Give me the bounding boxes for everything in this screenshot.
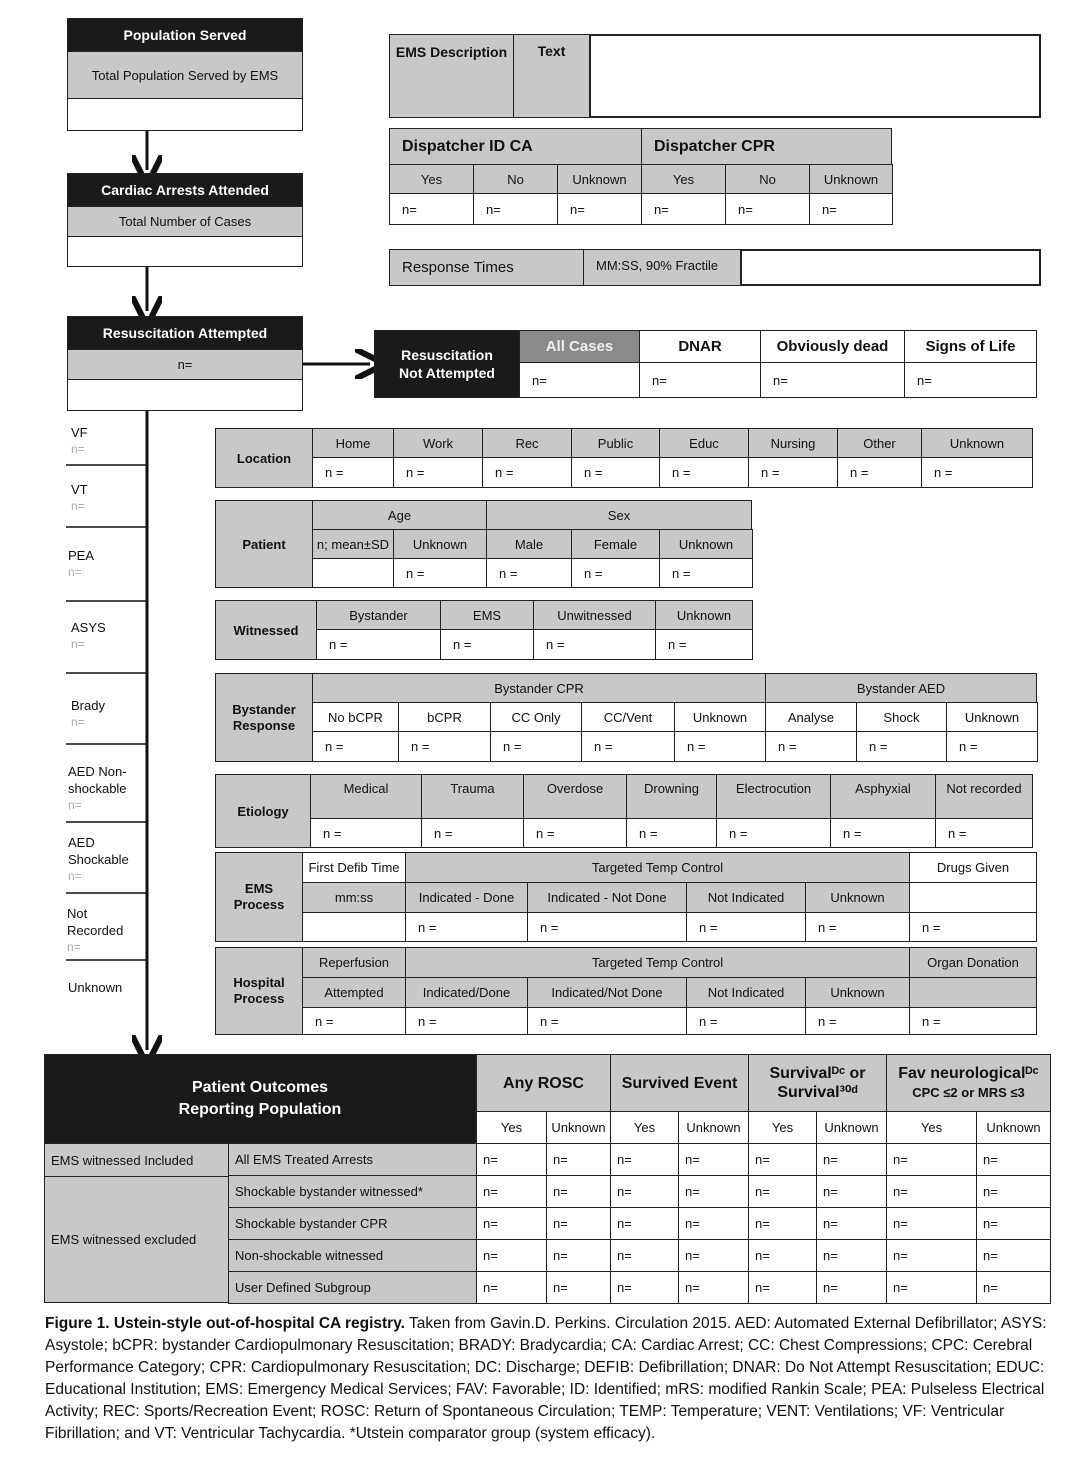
response-times-input[interactable]: [740, 249, 1041, 286]
outcome-subcol-7: Unknown: [976, 1111, 1051, 1144]
reperfusion-header: Reperfusion: [302, 947, 406, 978]
rhythm-aed-shockable: AED Shockable n=: [68, 835, 129, 883]
outcome-value-1-2[interactable]: n=: [610, 1175, 679, 1208]
patient-value-4[interactable]: n =: [659, 558, 753, 588]
dispatcher-id-ca-header: Dispatcher ID CA: [389, 128, 642, 165]
cardiac-arrests-sub: Total Number of Cases: [67, 206, 303, 237]
bystander-col-7: Unknown: [946, 702, 1038, 732]
caption-text: Taken from Gavin.D. Perkins. Circulation 2015. AED: Automated External Defibrillator; ASYS: Asystole; bCPR: bystander Cardiopulmonary Resuscitation; BRADY: Bradycardia; CA: Cardiac Arrest; CC: Chest Compressions; CPC: Cerebral Performance Category; CPR: Cardiopulmonary Resuscitation; DC: Discharge; DEFIB: Defibrillation; DNAR: Do Not Attempt Resuscitation; EDUC: Educational Institution; EMS: Emergency Medical Services; FAV: Favorable; ID: Identified; mRS: modified Rankin Scale; PEA: Pulseless Electrical Activity; REC: Sports/Recreation Event; ROSC: Return of Spontaneous Circulation; TEMP: Temperature; VENT: Ventilations; VF: Ventricular Fibrillation; and VT: Ventricular Tachycardia. *Utstein comparator group (system efficacy).: [45, 1315, 1047, 1442]
figure-caption: [45, 1313, 1057, 1445]
hosp-ttc-header: Targeted Temp Control: [405, 947, 910, 978]
rhythm-vt: VT n=: [71, 482, 88, 513]
outcome-value-3-0[interactable]: n=: [476, 1239, 547, 1272]
outcome-group-main-1: Survived Event: [621, 1074, 738, 1092]
bystander-col-3: CC/Vent: [581, 702, 675, 732]
first-defib-value[interactable]: [302, 912, 406, 942]
population-served-sub: Total Population Served by EMS: [67, 51, 303, 99]
location-value-7[interactable]: n =: [921, 457, 1033, 488]
cardiac-arrests-value[interactable]: [67, 236, 303, 267]
dispatcher-value-4[interactable]: n=: [725, 193, 810, 225]
dispatcher-col-1: No: [473, 164, 558, 194]
rhythm-vf: VF n=: [71, 425, 88, 456]
organ-donation-header: Organ Donation: [909, 947, 1037, 978]
dispatcher-col-2: Unknown: [557, 164, 642, 194]
outcome-value-2-5[interactable]: n=: [816, 1207, 887, 1240]
etiology-col-4: Electrocution: [716, 774, 831, 819]
drugs-given-header: Drugs Given: [909, 852, 1037, 883]
etiology-value-6[interactable]: n =: [935, 818, 1033, 848]
outcome-subcol-4: Yes: [748, 1111, 817, 1144]
dispatcher-col-5: Unknown: [809, 164, 893, 194]
population-served-value[interactable]: [67, 98, 303, 131]
bystander-value-3[interactable]: n =: [581, 731, 675, 762]
etiology-value-4[interactable]: n =: [716, 818, 831, 848]
witnessed-value-0[interactable]: n =: [316, 629, 441, 660]
ems-description-label: EMS Description: [389, 34, 514, 118]
witnessed-value-2[interactable]: n =: [533, 629, 656, 660]
outcome-value-1-7[interactable]: n=: [976, 1175, 1051, 1208]
outcome-value-1-6[interactable]: n=: [886, 1175, 977, 1208]
outcome-row-label-1: Shockable bystander witnessed*: [228, 1175, 477, 1208]
ems-process-label: EMS Process: [215, 852, 303, 942]
patient-value-3[interactable]: n =: [571, 558, 660, 588]
outcome-subcol-2: Yes: [610, 1111, 679, 1144]
patient-label: Patient: [215, 500, 313, 588]
bystander-value-6[interactable]: n =: [856, 731, 947, 762]
witnessed-col-0: Bystander: [316, 600, 441, 630]
outcome-value-4-1[interactable]: n=: [546, 1271, 611, 1304]
etiology-col-3: Drowning: [626, 774, 717, 819]
location-value-5[interactable]: n =: [748, 457, 838, 488]
hosp-ttc-value-0[interactable]: n =: [405, 1007, 528, 1035]
outcome-subcol-6: Yes: [886, 1111, 977, 1144]
outcome-value-3-2[interactable]: n=: [610, 1239, 679, 1272]
bystander-col-1: bCPR: [398, 702, 491, 732]
outcome-value-0-5[interactable]: n=: [816, 1143, 887, 1176]
location-col-3: Public: [571, 428, 660, 458]
ems-ttc-value-1[interactable]: n =: [527, 912, 687, 942]
etiology-label: Etiology: [215, 774, 311, 848]
organ-donation-sub: [909, 977, 1037, 1008]
hosp-ttc-col-1: Indicated/Not Done: [527, 977, 687, 1008]
location-value-3[interactable]: n =: [571, 457, 660, 488]
etiology-value-5[interactable]: n =: [830, 818, 936, 848]
patient-col-1: Unknown: [393, 529, 487, 559]
resus-attempted-value[interactable]: [67, 379, 303, 411]
etiology-col-2: Overdose: [523, 774, 627, 819]
outcome-value-2-4[interactable]: n=: [748, 1207, 817, 1240]
ems-description-text-label: Text: [513, 34, 590, 118]
reperfusion-attempted: Attempted: [302, 977, 406, 1008]
outcome-value-0-4[interactable]: n=: [748, 1143, 817, 1176]
witnessed-col-2: Unwitnessed: [533, 600, 656, 630]
hosp-ttc-value-3[interactable]: n =: [805, 1007, 910, 1035]
outcome-subcol-3: Unknown: [678, 1111, 749, 1144]
bystander-value-1[interactable]: n =: [398, 731, 491, 762]
ems-ttc-col-1: Indicated - Not Done: [527, 882, 687, 913]
resus-attempted-title: Resuscitation Attempted: [67, 316, 303, 350]
outcome-value-1-5[interactable]: n=: [816, 1175, 887, 1208]
outcome-subcol-0: Yes: [476, 1111, 547, 1144]
not-attempted-col-3: Signs of Life: [904, 330, 1037, 363]
outcome-value-0-2[interactable]: n=: [610, 1143, 679, 1176]
dispatcher-value-1[interactable]: n=: [473, 193, 558, 225]
response-times-unit: MM:SS, 90% Fractile: [583, 249, 741, 286]
ems-witnessed-included: EMS witnessed Included: [44, 1143, 229, 1177]
outcome-value-2-0[interactable]: n=: [476, 1207, 547, 1240]
outcome-value-3-6[interactable]: n=: [886, 1239, 977, 1272]
outcome-value-4-2[interactable]: n=: [610, 1271, 679, 1304]
location-col-2: Rec: [482, 428, 572, 458]
ems-description-input[interactable]: [589, 34, 1041, 118]
bystander-value-5[interactable]: n =: [765, 731, 857, 762]
dispatcher-col-4: No: [725, 164, 810, 194]
resus-not-attempted-label: Resuscitation Not Attempted: [374, 330, 520, 398]
patient-age-header: Age: [312, 500, 487, 530]
outcome-subcol-5: Unknown: [816, 1111, 887, 1144]
etiology-col-6: Not recorded: [935, 774, 1033, 819]
first-defib-header: First Defib Time: [302, 852, 406, 883]
hosp-ttc-col-3: Unknown: [805, 977, 910, 1008]
dispatcher-cpr-header: Dispatcher CPR: [641, 128, 892, 165]
ems-ttc-col-3: Unknown: [805, 882, 910, 913]
rhythm-aed-nonshockable: AED Non-shockable n=: [68, 764, 127, 812]
outcome-group-0: [476, 1054, 611, 1112]
bystander-aed-header: Bystander AED: [765, 673, 1037, 703]
dispatcher-value-0[interactable]: n=: [389, 193, 474, 225]
bystander-col-6: Shock: [856, 702, 947, 732]
outcome-value-2-3[interactable]: n=: [678, 1207, 749, 1240]
not-attempted-value-2[interactable]: n=: [760, 362, 905, 398]
outcomes-title: Patient Outcomes Reporting Population: [44, 1054, 476, 1144]
bystander-col-5: Analyse: [765, 702, 857, 732]
hosp-ttc-col-2: Not Indicated: [686, 977, 806, 1008]
patient-value-2[interactable]: n =: [486, 558, 572, 588]
ems-ttc-col-0: Indicated - Done: [405, 882, 528, 913]
outcome-group-1: [610, 1054, 749, 1112]
hosp-ttc-value-2[interactable]: n =: [686, 1007, 806, 1035]
not-attempted-value-1[interactable]: n=: [639, 362, 761, 398]
location-col-1: Work: [393, 428, 483, 458]
outcome-row-label-4: User Defined Subgroup: [228, 1271, 477, 1304]
outcome-value-3-1[interactable]: n=: [546, 1239, 611, 1272]
witnessed-label: Witnessed: [215, 600, 317, 660]
location-col-7: Unknown: [921, 428, 1033, 458]
cardiac-arrests-title: Cardiac Arrests Attended: [67, 173, 303, 207]
ems-mmss: mm:ss: [302, 882, 406, 913]
rhythm-brady: Brady n=: [71, 698, 105, 729]
ems-ttc-header: Targeted Temp Control: [405, 852, 910, 883]
outcome-value-1-1[interactable]: n=: [546, 1175, 611, 1208]
hosp-ttc-value-1[interactable]: n =: [527, 1007, 687, 1035]
outcome-value-4-6[interactable]: n=: [886, 1271, 977, 1304]
not-attempted-value-0[interactable]: n=: [519, 362, 640, 398]
outcome-value-2-6[interactable]: n=: [886, 1207, 977, 1240]
outcome-row-label-2: Shockable bystander CPR: [228, 1207, 477, 1240]
location-col-4: Educ: [659, 428, 749, 458]
etiology-value-0[interactable]: n =: [310, 818, 422, 848]
bystander-label: Bystander Response: [215, 673, 313, 762]
outcome-row-label-0: All EMS Treated Arrests: [228, 1143, 477, 1176]
dispatcher-value-5[interactable]: n=: [809, 193, 893, 225]
drugs-given-value[interactable]: n =: [909, 912, 1037, 942]
witnessed-value-1[interactable]: n =: [440, 629, 534, 660]
outcome-value-4-5[interactable]: n=: [816, 1271, 887, 1304]
patient-value-1[interactable]: n =: [393, 558, 487, 588]
patient-col-0: n; mean±SD: [312, 529, 394, 559]
dispatcher-col-3: Yes: [641, 164, 726, 194]
organ-donation-value[interactable]: n =: [909, 1007, 1037, 1035]
location-col-0: Home: [312, 428, 394, 458]
outcome-group-main-2: Survivalᴰᶜ or Survival³⁰ᵈ: [769, 1065, 866, 1101]
resus-attempted-sub: n=: [67, 349, 303, 380]
not-attempted-col-0: All Cases: [519, 330, 640, 363]
outcome-value-0-6[interactable]: n=: [886, 1143, 977, 1176]
patient-col-4: Unknown: [659, 529, 753, 559]
patient-col-3: Female: [571, 529, 660, 559]
location-col-6: Other: [837, 428, 922, 458]
outcome-row-label-3: Non-shockable witnessed: [228, 1239, 477, 1272]
etiology-col-0: Medical: [310, 774, 422, 819]
outcome-value-3-5[interactable]: n=: [816, 1239, 887, 1272]
location-col-5: Nursing: [748, 428, 838, 458]
outcome-value-4-7[interactable]: n=: [976, 1271, 1051, 1304]
location-value-6[interactable]: n =: [837, 457, 922, 488]
patient-col-2: Male: [486, 529, 572, 559]
outcome-value-3-3[interactable]: n=: [678, 1239, 749, 1272]
location-label: Location: [215, 428, 313, 488]
hosp-ttc-col-0: Indicated/Done: [405, 977, 528, 1008]
outcome-group-3: [886, 1054, 1051, 1112]
outcome-value-2-7[interactable]: n=: [976, 1207, 1051, 1240]
outcome-value-4-3[interactable]: n=: [678, 1271, 749, 1304]
reperfusion-value[interactable]: n =: [302, 1007, 406, 1035]
response-times-label: Response Times: [389, 249, 584, 286]
outcome-value-0-3[interactable]: n=: [678, 1143, 749, 1176]
outcome-value-1-0[interactable]: n=: [476, 1175, 547, 1208]
etiology-value-3[interactable]: n =: [626, 818, 717, 848]
etiology-value-1[interactable]: n =: [421, 818, 524, 848]
bystander-value-2[interactable]: n =: [490, 731, 582, 762]
witnessed-value-3[interactable]: n =: [655, 629, 753, 660]
bystander-col-2: CC Only: [490, 702, 582, 732]
outcome-value-4-0[interactable]: n=: [476, 1271, 547, 1304]
drugs-given-sub: [909, 882, 1037, 913]
ems-ttc-col-2: Not Indicated: [686, 882, 806, 913]
location-value-1[interactable]: n =: [393, 457, 483, 488]
patient-value-0[interactable]: [312, 558, 394, 588]
bystander-value-4[interactable]: n =: [674, 731, 766, 762]
witnessed-col-1: EMS: [440, 600, 534, 630]
outcome-group-main-3: Fav neurologicalᴰᶜ: [898, 1065, 1039, 1082]
bystander-value-7[interactable]: n =: [946, 731, 1038, 762]
etiology-value-2[interactable]: n =: [523, 818, 627, 848]
bystander-cpr-header: Bystander CPR: [312, 673, 766, 703]
not-attempted-col-2: Obviously dead: [760, 330, 905, 363]
population-served-title: Population Served: [67, 18, 303, 52]
outcome-value-0-1[interactable]: n=: [546, 1143, 611, 1176]
outcome-value-3-4[interactable]: n=: [748, 1239, 817, 1272]
bystander-col-4: Unknown: [674, 702, 766, 732]
rhythm-not-recorded: Not Recorded n=: [67, 906, 124, 954]
outcome-value-2-1[interactable]: n=: [546, 1207, 611, 1240]
location-value-0[interactable]: n =: [312, 457, 394, 488]
location-value-4[interactable]: n =: [659, 457, 749, 488]
hospital-process-label: Hospital Process: [215, 947, 303, 1035]
patient-sex-header: Sex: [486, 500, 752, 530]
rhythm-asys: ASYS n=: [71, 620, 106, 651]
outcome-value-2-2[interactable]: n=: [610, 1207, 679, 1240]
outcome-group-sub-3: CPC ≤2 or MRS ≤3: [912, 1085, 1025, 1100]
rhythm-pea: PEA n=: [68, 548, 95, 579]
etiology-col-5: Asphyxial: [830, 774, 936, 819]
rhythm-unknown: Unknown: [68, 980, 123, 995]
location-value-2[interactable]: n =: [482, 457, 572, 488]
ems-witnessed-excluded: EMS witnessed excluded: [44, 1176, 229, 1303]
outcome-value-1-3[interactable]: n=: [678, 1175, 749, 1208]
outcome-subcol-1: Unknown: [546, 1111, 611, 1144]
outcome-value-3-7[interactable]: n=: [976, 1239, 1051, 1272]
not-attempted-col-1: DNAR: [639, 330, 761, 363]
dispatcher-value-3[interactable]: n=: [641, 193, 726, 225]
ems-ttc-value-2[interactable]: n =: [686, 912, 806, 942]
bystander-value-0[interactable]: n =: [312, 731, 399, 762]
dispatcher-value-2[interactable]: n=: [557, 193, 642, 225]
outcome-group-main-0: Any ROSC: [503, 1074, 584, 1092]
witnessed-col-3: Unknown: [655, 600, 753, 630]
outcome-value-4-4[interactable]: n=: [748, 1271, 817, 1304]
outcome-value-0-0[interactable]: n=: [476, 1143, 547, 1176]
outcome-value-1-4[interactable]: n=: [748, 1175, 817, 1208]
outcome-group-2: [748, 1054, 887, 1112]
bystander-col-0: No bCPR: [312, 702, 399, 732]
not-attempted-value-3[interactable]: n=: [904, 362, 1037, 398]
ems-ttc-value-3[interactable]: n =: [805, 912, 910, 942]
etiology-col-1: Trauma: [421, 774, 524, 819]
caption-bold: Figure 1. Ustein-style out-of-hospital CA registry.: [45, 1315, 405, 1332]
dispatcher-col-0: Yes: [389, 164, 474, 194]
outcome-value-0-7[interactable]: n=: [976, 1143, 1051, 1176]
ems-ttc-value-0[interactable]: n =: [405, 912, 528, 942]
